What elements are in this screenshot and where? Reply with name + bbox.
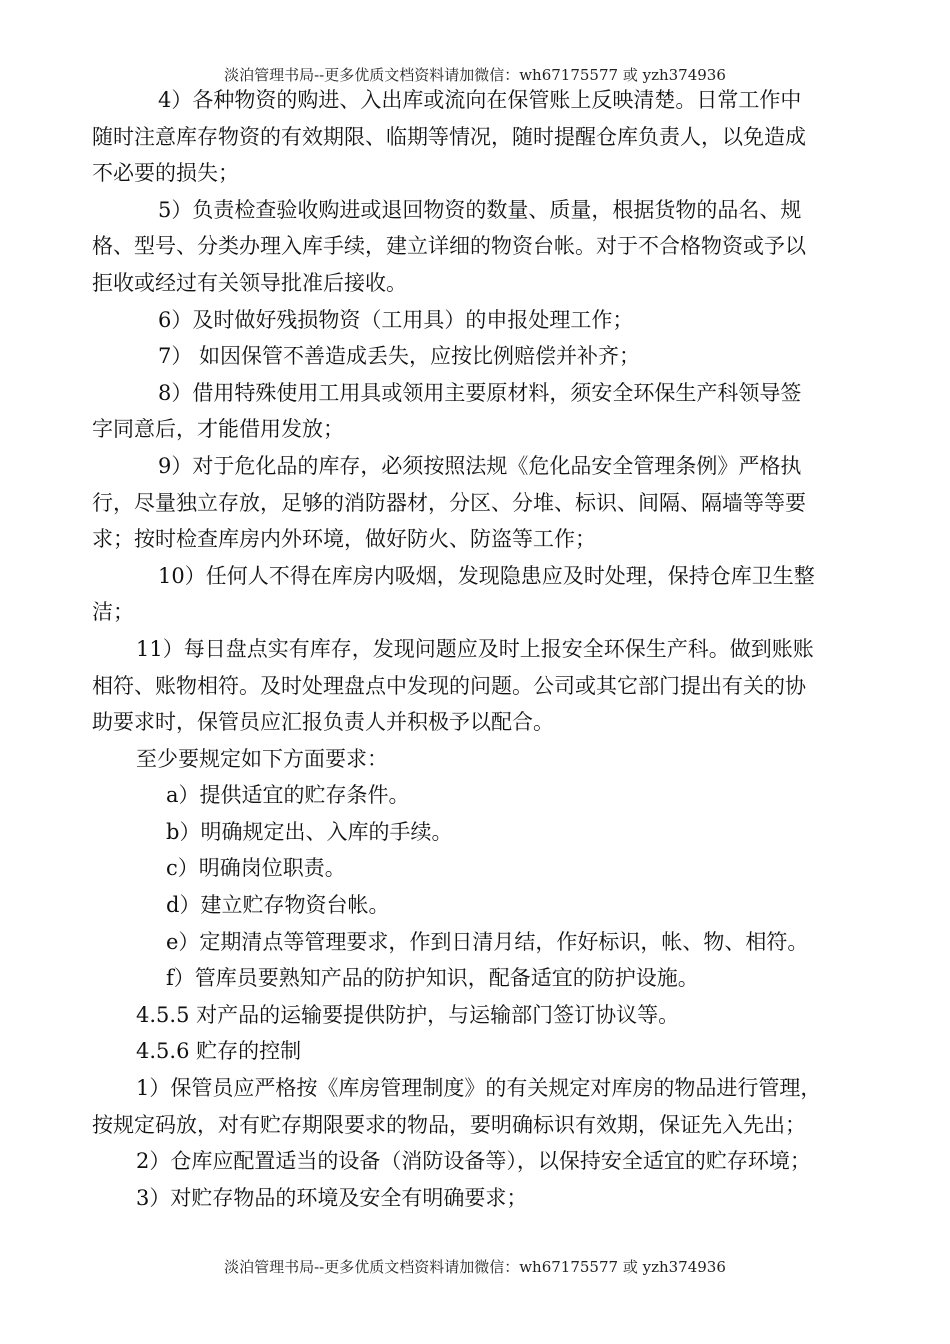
paragraph-line: 随时注意库存物资的有效期限、临期等情况，随时提醒仓库负责人，以免造成: [92, 124, 806, 149]
paragraph-line: 6）及时做好残损物资（工用具）的申报处理工作；: [158, 307, 634, 332]
page-header-watermark: 淡泊管理书局--更多优质文档资料请加微信：wh67175577 或 yzh374936: [224, 66, 726, 84]
list-item: f）管库员要熟知产品的防护知识，配备适宜的防护设施。: [166, 966, 699, 991]
list-item: b）明确规定出、入库的手续。: [166, 819, 453, 844]
paragraph-line: 8）借用特殊使用工用具或领用主要原材料，须安全环保生产科领导签: [158, 380, 802, 405]
paragraph-line: 1）保管员应严格按《库房管理制度》的有关规定对库房的物品进行管理，: [136, 1076, 822, 1101]
paragraph-line: 字同意后，才能借用发放；: [92, 417, 344, 442]
list-item: e）定期清点等管理要求，作到日清月结，作好标识，帐、物、相符。: [166, 929, 809, 954]
paragraph-line: 不必要的损失；: [92, 161, 239, 186]
paragraph-line: 11）每日盘点实有库存，发现问题应及时上报安全环保生产科。做到账账: [136, 636, 814, 661]
paragraph-line: 3）对贮存物品的环境及安全有明确要求；: [136, 1185, 528, 1210]
paragraph-line: 拒收或经过有关领导批准后接收。: [92, 270, 407, 295]
list-item: c）明确岗位职责。: [166, 856, 346, 881]
paragraph-line: 4）各种物资的购进、入出库或流向在保管账上反映清楚。日常工作中: [158, 88, 802, 112]
paragraph-line: 10）任何人不得在库房内吸烟，发现隐患应及时处理，保持仓库卫生整: [158, 563, 815, 588]
paragraph-line: 助要求时，保管员应汇报负责人并积极予以配合。: [92, 710, 554, 735]
document-body: [92, 82, 867, 1216]
paragraph-line: 7） 如因保管不善造成丢失，应按比例赔偿并补齐；: [158, 344, 641, 369]
paragraph-line: 格、型号、分类办理入库手续，建立详细的物资台帐。对于不合格物资或予以: [92, 234, 806, 259]
paragraph-line: 2）仓库应配置适当的设备（消防设备等），以保持安全适宜的贮存环境；: [136, 1149, 811, 1174]
section-heading: 4.5.5 对产品的运输要提供防护，与运输部门签订协议等。: [136, 1002, 680, 1027]
paragraph-line: 行，尽量独立存放，足够的消防器材，分区、分堆、标识、间隔、隔墙等等要: [92, 490, 806, 515]
paragraph-line: 5）负责检查验收购进或退回物资的数量、质量，根据货物的品名、规: [158, 197, 802, 222]
paragraph-line: 求；按时检查库房内外环境，做好防火、防盗等工作；: [92, 527, 596, 552]
paragraph-line: 按规定码放，对有贮存期限要求的物品，要明确标识有效期，保证先入先出；: [92, 1112, 806, 1137]
list-item: d）建立贮存物资台帐。: [166, 893, 390, 918]
paragraph-line: 9）对于危化品的库存，必须按照法规《危化品安全管理条例》严格执: [158, 453, 802, 478]
page-footer-watermark: 淡泊管理书局--更多优质文档资料请加微信：wh67175577 或 yzh374936: [224, 1258, 726, 1276]
section-heading: 4.5.6 贮存的控制: [136, 1039, 302, 1064]
paragraph-line: 洁；: [92, 600, 134, 625]
paragraph-line: 至少要规定如下方面要求：: [136, 746, 388, 771]
list-item: a）提供适宜的贮存条件。: [166, 783, 410, 808]
paragraph-line: 相符、账物相符。及时处理盘点中发现的问题。公司或其它部门提出有关的协: [92, 673, 806, 698]
